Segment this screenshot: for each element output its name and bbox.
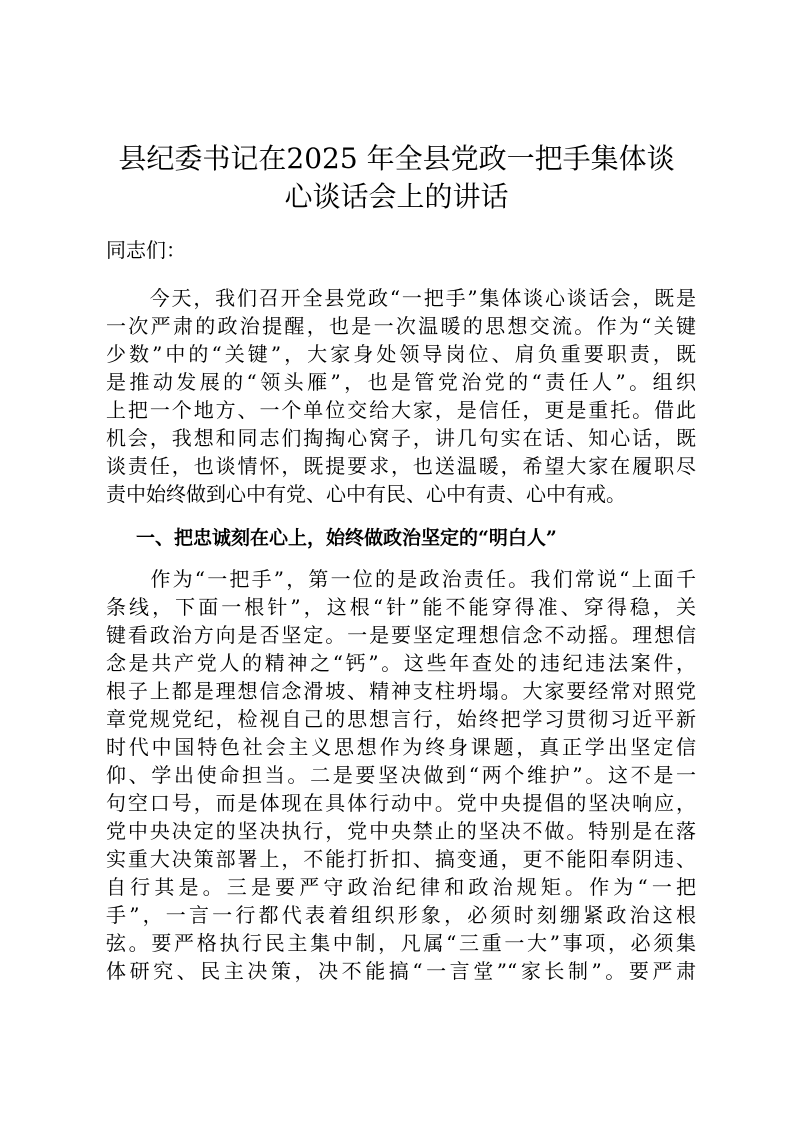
paragraph-line: 根子上都是理想信念滑坡、精神支柱坍塌。大家要经常对照党 [106, 679, 696, 703]
paragraph-line: 上把一个地方、一个单位交给大家，是信任，更是重托。借此 [106, 398, 696, 422]
paragraph-line: 仰、学出使命担当。二是要坚决做到“两个维护”。这不是一 [106, 763, 696, 787]
paragraph-line: 一次严肃的政治提醒，也是一次温暖的思想交流。作为“关键 [106, 314, 696, 338]
paragraph-line: 键看政治方向是否坚定。一是要坚定理想信念不动摇。理想信 [106, 623, 696, 647]
paragraph-line: 句空口号，而是体现在具体行动中。党中央提倡的坚决响应， [106, 791, 696, 815]
title-line-1: 县纪委书记在2025 年全县党政一把手集体谈 [118, 142, 675, 175]
title-line-2: 心谈话会上的讲话 [284, 180, 509, 213]
paragraph-line: 少数”中的“关键”，大家身处领导岗位、肩负重要职责，既 [106, 342, 696, 366]
paragraph-section-1 [106, 565, 696, 985]
paragraph-line: 念是共产党人的精神之“钙”。这些年查处的违纪违法案件， [106, 651, 696, 675]
paragraph-line: 时代中国特色社会主义思想作为终身课题，真正学出坚定信 [106, 735, 696, 759]
paragraph-line: 自行其是。三是要严守政治纪律和政治规矩。作为“一把 [106, 875, 696, 899]
greeting: 同志们： [106, 238, 186, 262]
paragraph-line: 章党规党纪，检视自己的思想言行，始终把学习贯彻习近平新 [106, 707, 696, 731]
paragraph-line: 是推动发展的“领头雁”，也是管党治党的“责任人”。组织 [106, 370, 696, 394]
paragraph-line: 实重大决策部署上，不能打折扣、搞变通，更不能阳奉阴违、 [106, 847, 696, 871]
section-heading-1: 一、把忠诚刻在心上，始终做政治坚定的“明白人” [136, 527, 557, 549]
paragraph-line: 弦。要严格执行民主集中制，凡属“三重一大”事项，必须集 [106, 931, 696, 955]
paragraph-line: 党中央决定的坚决执行，党中央禁止的坚决不做。特别是在落 [106, 819, 696, 843]
paragraph-line: 机会，我想和同志们掏掏心窝子，讲几句实在话、知心话，既 [106, 426, 696, 450]
paragraph-line: 手”，一言一行都代表着组织形象，必须时刻绷紧政治这根 [106, 903, 696, 927]
paragraph-line: 谈责任，也谈情怀，既提要求，也送温暖，希望大家在履职尽 [106, 454, 696, 478]
document-title [100, 140, 693, 216]
paragraph-line: 责中始终做到心中有党、心中有民、心中有责、心中有戒。 [106, 482, 626, 506]
paragraph-intro [106, 284, 696, 508]
paragraph-line: 今天，我们召开全县党政“一把手”集体谈心谈话会，既是 [106, 286, 696, 310]
paragraph-line: 条线，下面一根针”，这根“针”能不能穿得准、穿得稳，关 [106, 595, 696, 619]
paragraph-line: 作为“一把手”，第一位的是政治责任。我们常说“上面千 [106, 567, 696, 591]
paragraph-line: 体研究、民主决策，决不能搞“一言堂”“家长制”。要严肃 [106, 959, 696, 983]
